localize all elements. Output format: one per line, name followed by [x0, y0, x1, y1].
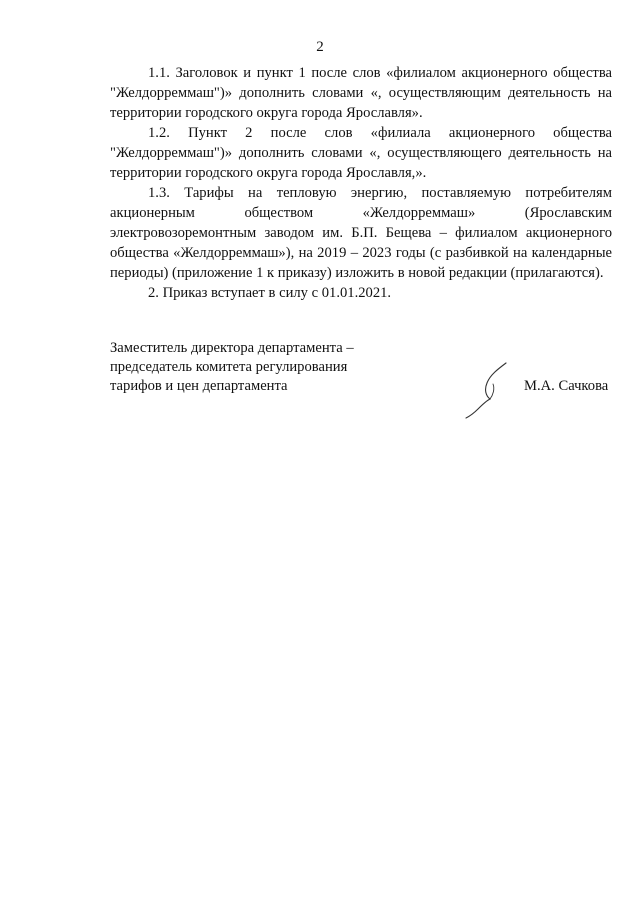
page-number: 2: [316, 39, 324, 55]
signature-block: [110, 339, 630, 429]
paragraph-1-1: 1.1. Заголовок и пункт 1 после слов «филиалом акционерного общества "Желдорреммаш")» дополнить словами «, осуществляющим деятельность на территории городского округа города Ярославля».: [110, 65, 612, 121]
signatory-title-line: тарифов и цен департамента: [110, 378, 288, 394]
signatory-title: [110, 339, 440, 396]
document-body: [110, 63, 612, 303]
paragraph-2: 2. Приказ вступает в силу с 01.01.2021.: [148, 285, 392, 301]
signatory-title-line: Заместитель директора департамента –: [110, 340, 354, 356]
signatory-title-line: председатель комитета регулирования: [110, 359, 348, 375]
handwritten-signature: [460, 359, 516, 419]
signatory-name: М.А. Сачкова: [524, 378, 609, 394]
paragraph-1-2: 1.2. Пункт 2 после слов «филиала акционерного общества "Желдорреммаш")» дополнить словами «, осуществляющего деятельность на территории городского округа города Ярославля,».: [110, 125, 612, 181]
paragraph-1-3: 1.3. Тарифы на тепловую энергию, поставляемую потребителям акционерным обществом «Желдорреммаш» (Ярославским электровозоремонтным заводом им. Б.П. Бещева – филиалом акционерного общества «Желдорреммаш»), на 2019 – 2023 годы (с разбивкой на календарные периоды) (приложение 1 к приказу) изложить в новой редакции (прилагаются).: [110, 185, 612, 281]
